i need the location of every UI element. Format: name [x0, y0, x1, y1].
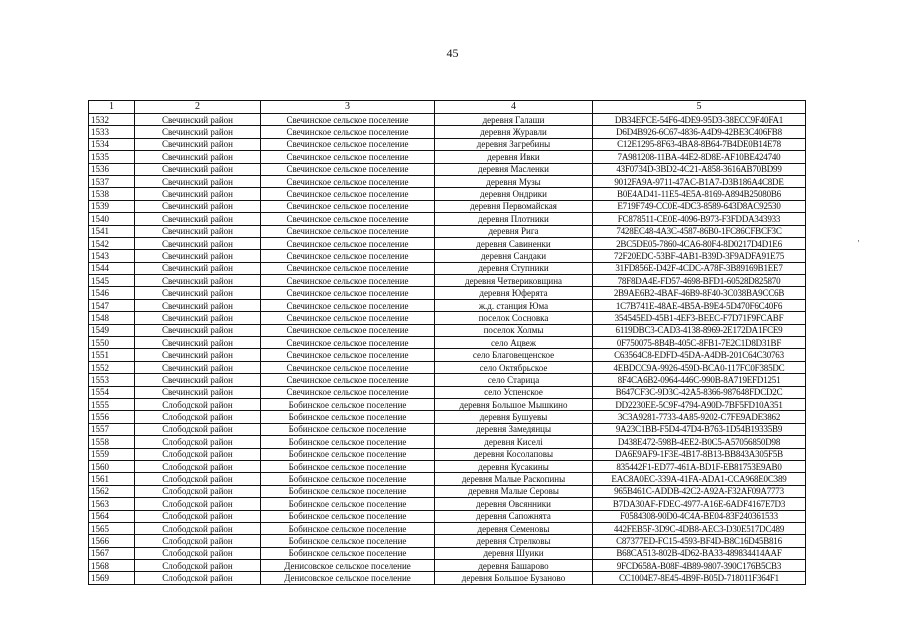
row-number: 1558 [89, 436, 135, 448]
table-row [89, 560, 806, 572]
settlement-cell: Свечинское сельское поселение [261, 225, 435, 237]
settlement-cell: Свечинское сельское поселение [261, 287, 435, 299]
guid-cell: 78F8DA4E-FD57-4698-BFD1-60528D825870 [593, 275, 806, 287]
settlement-cell: Бобинское сельское поселение [261, 535, 435, 547]
district-cell: Свечинский район [135, 237, 261, 249]
settlement-cell: Свечинское сельское поселение [261, 349, 435, 361]
table-row [89, 250, 806, 262]
district-cell: Свечинский район [135, 262, 261, 274]
table-row [89, 411, 806, 423]
table-row [89, 460, 806, 472]
row-number: 1539 [89, 200, 135, 212]
guid-cell: 31FD856E-D42F-4CDC-A78F-3B89169B1EE7 [593, 262, 806, 274]
district-cell: Свечинский район [135, 126, 261, 138]
locality-cell: село Успенское [435, 386, 593, 398]
guid-cell: 442FEB5F-3D9C-4DB8-AEC3-D30E517DC489 [593, 522, 806, 534]
row-number: 1567 [89, 547, 135, 559]
table-row [89, 398, 806, 410]
settlement-cell: Свечинское сельское поселение [261, 175, 435, 187]
row-number: 1565 [89, 522, 135, 534]
table-row [89, 225, 806, 237]
row-number: 1569 [89, 572, 135, 584]
table-row [89, 287, 806, 299]
guid-cell: 3C3A9281-7733-4A85-9202-C7FE9ADE3862 [593, 411, 806, 423]
settlement-cell: Свечинское сельское поселение [261, 374, 435, 386]
table-row [89, 572, 806, 584]
row-number: 1535 [89, 151, 135, 163]
row-number: 1541 [89, 225, 135, 237]
table-row [89, 324, 806, 336]
district-cell: Слободской район [135, 522, 261, 534]
settlement-cell: Бобинское сельское поселение [261, 510, 435, 522]
table-row [89, 151, 806, 163]
guid-cell: 9FCD658A-B08F-4B89-9807-390C176B5CB3 [593, 560, 806, 572]
row-number: 1568 [89, 560, 135, 572]
locality-cell: село Благовещенское [435, 349, 593, 361]
row-number: 1556 [89, 411, 135, 423]
district-cell: Слободской район [135, 460, 261, 472]
settlement-cell: Свечинское сельское поселение [261, 126, 435, 138]
table-row [89, 114, 806, 126]
row-number: 1560 [89, 460, 135, 472]
row-number: 1534 [89, 138, 135, 150]
row-number: 1546 [89, 287, 135, 299]
table-row [89, 188, 806, 200]
table-row [89, 163, 806, 175]
locality-cell: деревня Ондрики [435, 188, 593, 200]
district-cell: Свечинский район [135, 374, 261, 386]
settlement-cell: Свечинское сельское поселение [261, 114, 435, 126]
table-row [89, 200, 806, 212]
table-row [89, 299, 806, 311]
row-number: 1533 [89, 126, 135, 138]
locality-cell: деревня Кусакины [435, 460, 593, 472]
locality-cell: село Октябрьское [435, 361, 593, 373]
locality-cell: деревня Большое Мышкино [435, 398, 593, 410]
locality-cell: деревня Масленки [435, 163, 593, 175]
district-cell: Свечинский район [135, 151, 261, 163]
row-number: 1550 [89, 337, 135, 349]
district-cell: Слободской район [135, 572, 261, 584]
table-row [89, 374, 806, 386]
district-cell: Слободской район [135, 436, 261, 448]
locality-cell: деревня Галаши [435, 114, 593, 126]
margin-mark: · [857, 236, 860, 246]
row-number: 1536 [89, 163, 135, 175]
row-number: 1540 [89, 213, 135, 225]
table-row [89, 349, 806, 361]
row-number: 1554 [89, 386, 135, 398]
header-row [89, 101, 806, 114]
guid-cell: DA6E9AF9-1F3E-4B17-8B13-BB843A305F5B [593, 448, 806, 460]
guid-cell: C12E1295-8F63-4BA8-8B64-7B4DE0B14E78 [593, 138, 806, 150]
guid-cell: C87377ED-FC15-4593-BF4D-B8C16D45B816 [593, 535, 806, 547]
district-cell: Свечинский район [135, 349, 261, 361]
guid-cell: B68CA513-802B-4D62-BA33-489834414AAF [593, 547, 806, 559]
guid-cell: 9012FA9A-9711-47AC-B1A7-D3B186A4C8DE [593, 175, 806, 187]
guid-cell: 4EBDCC9A-9926-459D-BCA0-117FC0F385DC [593, 361, 806, 373]
table-row [89, 485, 806, 497]
district-cell: Свечинский район [135, 250, 261, 262]
page-number: 45 [446, 46, 459, 60]
guid-cell: 965B461C-ADDB-42C2-A92A-F32AF09A7773 [593, 485, 806, 497]
locality-cell: деревня Бушуевы [435, 411, 593, 423]
table-body [89, 114, 806, 585]
row-number: 1552 [89, 361, 135, 373]
table-row [89, 498, 806, 510]
header-col-5: 5 [593, 101, 806, 114]
district-cell: Свечинский район [135, 200, 261, 212]
row-number: 1532 [89, 114, 135, 126]
row-number: 1542 [89, 237, 135, 249]
guid-cell: 72F20EDC-53BF-4AB1-B39D-3F9ADFA91E75 [593, 250, 806, 262]
district-cell: Свечинский район [135, 324, 261, 336]
row-number: 1547 [89, 299, 135, 311]
table-row [89, 213, 806, 225]
guid-cell: 8F4CA6B2-0964-446C-990B-8A719EFD1251 [593, 374, 806, 386]
guid-cell: 6119DBC3-CAD3-4138-8969-2E172DA1FCE9 [593, 324, 806, 336]
locality-cell: деревня Семеновы [435, 522, 593, 534]
guid-cell: CC1004E7-8E45-4B9F-B05D-718011F364F1 [593, 572, 806, 584]
row-number: 1561 [89, 473, 135, 485]
table-row [89, 535, 806, 547]
table-row [89, 126, 806, 138]
settlement-cell: Свечинское сельское поселение [261, 151, 435, 163]
district-cell: Свечинский район [135, 213, 261, 225]
district-cell: Слободской район [135, 411, 261, 423]
locality-cell: деревня Загребины [435, 138, 593, 150]
table-row [89, 237, 806, 249]
locality-cell: село Старица [435, 374, 593, 386]
locality-cell: деревня Сапожнята [435, 510, 593, 522]
settlement-cell: Свечинское сельское поселение [261, 324, 435, 336]
district-cell: Свечинский район [135, 138, 261, 150]
locality-cell: деревня Малые Раскопины [435, 473, 593, 485]
settlement-cell: Бобинское сельское поселение [261, 423, 435, 435]
table-row [89, 275, 806, 287]
row-number: 1566 [89, 535, 135, 547]
guid-cell: B7DA30AF-FDEC-4977-A16E-6ADF4167E7D3 [593, 498, 806, 510]
locality-cell: деревня Юферята [435, 287, 593, 299]
row-number: 1538 [89, 188, 135, 200]
guid-cell: B647CF3C-9D3C-42A5-8366-987648FDCD2C [593, 386, 806, 398]
settlement-cell: Денисовское сельское поселение [261, 560, 435, 572]
header-col-3: 3 [261, 101, 435, 114]
table-row [89, 473, 806, 485]
settlement-cell: Бобинское сельское поселение [261, 411, 435, 423]
guid-cell: F0584308-90D0-4C4A-BE04-83F240361533 [593, 510, 806, 522]
row-number: 1564 [89, 510, 135, 522]
locality-cell: деревня Ивки [435, 151, 593, 163]
table-row [89, 337, 806, 349]
table-row [89, 423, 806, 435]
guid-cell: DB34EFCE-54F6-4DE9-95D3-38ECC9F40FA1 [593, 114, 806, 126]
guid-cell: 354545ED-45B1-4EF3-BEEC-F7D71F9FCABF [593, 312, 806, 324]
district-cell: Слободской район [135, 485, 261, 497]
settlement-cell: Свечинское сельское поселение [261, 200, 435, 212]
district-cell: Свечинский район [135, 114, 261, 126]
settlement-cell: Свечинское сельское поселение [261, 262, 435, 274]
district-cell: Свечинский район [135, 312, 261, 324]
guid-cell: 7428EC48-4A3C-4587-86B0-1FC86CFBCF3C [593, 225, 806, 237]
settlement-cell: Бобинское сельское поселение [261, 398, 435, 410]
guid-cell: 2BC5DE05-7860-4CA6-80F4-8D0217D4D1E6 [593, 237, 806, 249]
district-cell: Слободской район [135, 498, 261, 510]
settlement-cell: Бобинское сельское поселение [261, 460, 435, 472]
locality-cell: деревня Ступники [435, 262, 593, 274]
table-row [89, 312, 806, 324]
settlement-cell: Свечинское сельское поселение [261, 237, 435, 249]
row-number: 1549 [89, 324, 135, 336]
guid-cell: 43F0734D-3BD2-4C21-A858-3616AB70BD99 [593, 163, 806, 175]
locality-cell: деревня Малые Серовы [435, 485, 593, 497]
locality-cell: деревня Плотники [435, 213, 593, 225]
header-col-1: 1 [89, 101, 135, 114]
district-cell: Слободской район [135, 547, 261, 559]
district-cell: Свечинский район [135, 275, 261, 287]
settlements-table [88, 100, 806, 585]
locality-cell: поселок Холмы [435, 324, 593, 336]
header-col-2: 2 [135, 101, 261, 114]
settlement-cell: Свечинское сельское поселение [261, 386, 435, 398]
table-row [89, 510, 806, 522]
settlement-cell: Бобинское сельское поселение [261, 547, 435, 559]
settlement-cell: Свечинское сельское поселение [261, 312, 435, 324]
settlement-cell: Свечинское сельское поселение [261, 337, 435, 349]
district-cell: Слободской район [135, 473, 261, 485]
table-row [89, 175, 806, 187]
locality-cell: деревня Стрелковы [435, 535, 593, 547]
row-number: 1543 [89, 250, 135, 262]
locality-cell: деревня Овсянники [435, 498, 593, 510]
guid-cell: FC878511-CE0E-4096-B973-F3FDDA343933 [593, 213, 806, 225]
settlement-cell: Бобинское сельское поселение [261, 473, 435, 485]
district-cell: Слободской район [135, 448, 261, 460]
guid-cell: D6D4B926-6C67-4836-A4D9-42BE3C406FB8 [593, 126, 806, 138]
district-cell: Слободской район [135, 560, 261, 572]
guid-cell: C63564C8-EDFD-45DA-A4DB-201C64C30763 [593, 349, 806, 361]
guid-cell: DD2230EE-5C9F-4794-A90D-7BF5FD10A351 [593, 398, 806, 410]
guid-cell: 2B9AE6B2-4BAF-46B9-8F40-3C038BA9CC6B [593, 287, 806, 299]
table-row [89, 547, 806, 559]
district-cell: Свечинский район [135, 337, 261, 349]
locality-cell: деревня Журавли [435, 126, 593, 138]
district-cell: Свечинский район [135, 361, 261, 373]
row-number: 1537 [89, 175, 135, 187]
locality-cell: деревня Музы [435, 175, 593, 187]
table-header [89, 101, 806, 114]
locality-cell: деревня Косолаповы [435, 448, 593, 460]
header-col-4: 4 [435, 101, 593, 114]
guid-cell: E719F749-CC0E-4DC3-8589-643D8AC92530 [593, 200, 806, 212]
settlement-cell: Бобинское сельское поселение [261, 448, 435, 460]
settlement-cell: Свечинское сельское поселение [261, 163, 435, 175]
row-number: 1559 [89, 448, 135, 460]
locality-cell: деревня Большое Бузаново [435, 572, 593, 584]
district-cell: Свечинский район [135, 175, 261, 187]
district-cell: Слободской район [135, 398, 261, 410]
locality-cell: деревня Киселі [435, 436, 593, 448]
table-row [89, 522, 806, 534]
district-cell: Слободской район [135, 510, 261, 522]
guid-cell: 7A981208-11BA-44E2-8D8E-AF10BE424740 [593, 151, 806, 163]
row-number: 1563 [89, 498, 135, 510]
locality-cell: деревня Четвериковщина [435, 275, 593, 287]
guid-cell: 835442F1-ED77-461A-BD1F-EB81753E9AB0 [593, 460, 806, 472]
settlement-cell: Бобинское сельское поселение [261, 522, 435, 534]
row-number: 1551 [89, 349, 135, 361]
locality-cell: деревня Рига [435, 225, 593, 237]
row-number: 1557 [89, 423, 135, 435]
row-number: 1553 [89, 374, 135, 386]
guid-cell: 0F750075-8B4B-405C-8FB1-7E2C1D8D31BF [593, 337, 806, 349]
locality-cell: деревня Сандаки [435, 250, 593, 262]
guid-cell: 1C7B741E-48AE-4B5A-B9E4-5D470F6C40F6 [593, 299, 806, 311]
table-row [89, 448, 806, 460]
district-cell: Слободской район [135, 423, 261, 435]
table-row [89, 262, 806, 274]
district-cell: Свечинский район [135, 299, 261, 311]
guid-cell: B0E4AD41-11E5-4E5A-8169-A894B25080B6 [593, 188, 806, 200]
locality-cell: деревня Савиненки [435, 237, 593, 249]
district-cell: Свечинский район [135, 287, 261, 299]
locality-cell: деревня Первомайская [435, 200, 593, 212]
row-number: 1555 [89, 398, 135, 410]
locality-cell: ж.д. станция Юма [435, 299, 593, 311]
district-cell: Свечинский район [135, 163, 261, 175]
guid-cell: D438E472-598B-4EE2-B0C5-A57056850D98 [593, 436, 806, 448]
settlement-cell: Бобинское сельское поселение [261, 485, 435, 497]
settlement-cell: Свечинское сельское поселение [261, 275, 435, 287]
locality-cell: деревня Башарово [435, 560, 593, 572]
locality-cell: деревня Шуики [435, 547, 593, 559]
table-row [89, 361, 806, 373]
table-row [89, 436, 806, 448]
settlement-cell: Бобинское сельское поселение [261, 436, 435, 448]
row-number: 1545 [89, 275, 135, 287]
district-cell: Слободской район [135, 535, 261, 547]
district-cell: Свечинский район [135, 188, 261, 200]
settlement-cell: Бобинское сельское поселение [261, 498, 435, 510]
settlement-cell: Свечинское сельское поселение [261, 213, 435, 225]
settlement-cell: Свечинское сельское поселение [261, 138, 435, 150]
settlement-cell: Свечинское сельское поселение [261, 361, 435, 373]
settlement-cell: Свечинское сельское поселение [261, 188, 435, 200]
guid-cell: EAC8A0EC-339A-41FA-ADA1-CCA968E0C389 [593, 473, 806, 485]
settlement-cell: Свечинское сельское поселение [261, 250, 435, 262]
row-number: 1544 [89, 262, 135, 274]
table-row [89, 138, 806, 150]
settlement-cell: Свечинское сельское поселение [261, 299, 435, 311]
table-row [89, 386, 806, 398]
locality-cell: поселок Сосновка [435, 312, 593, 324]
row-number: 1562 [89, 485, 135, 497]
row-number: 1548 [89, 312, 135, 324]
guid-cell: 9A23C1BB-F5D4-47D4-B763-1D54B19335B9 [593, 423, 806, 435]
district-cell: Свечинский район [135, 225, 261, 237]
locality-cell: село Ацвеж [435, 337, 593, 349]
settlement-cell: Денисовское сельское поселение [261, 572, 435, 584]
district-cell: Свечинский район [135, 386, 261, 398]
locality-cell: деревня Замедянцы [435, 423, 593, 435]
